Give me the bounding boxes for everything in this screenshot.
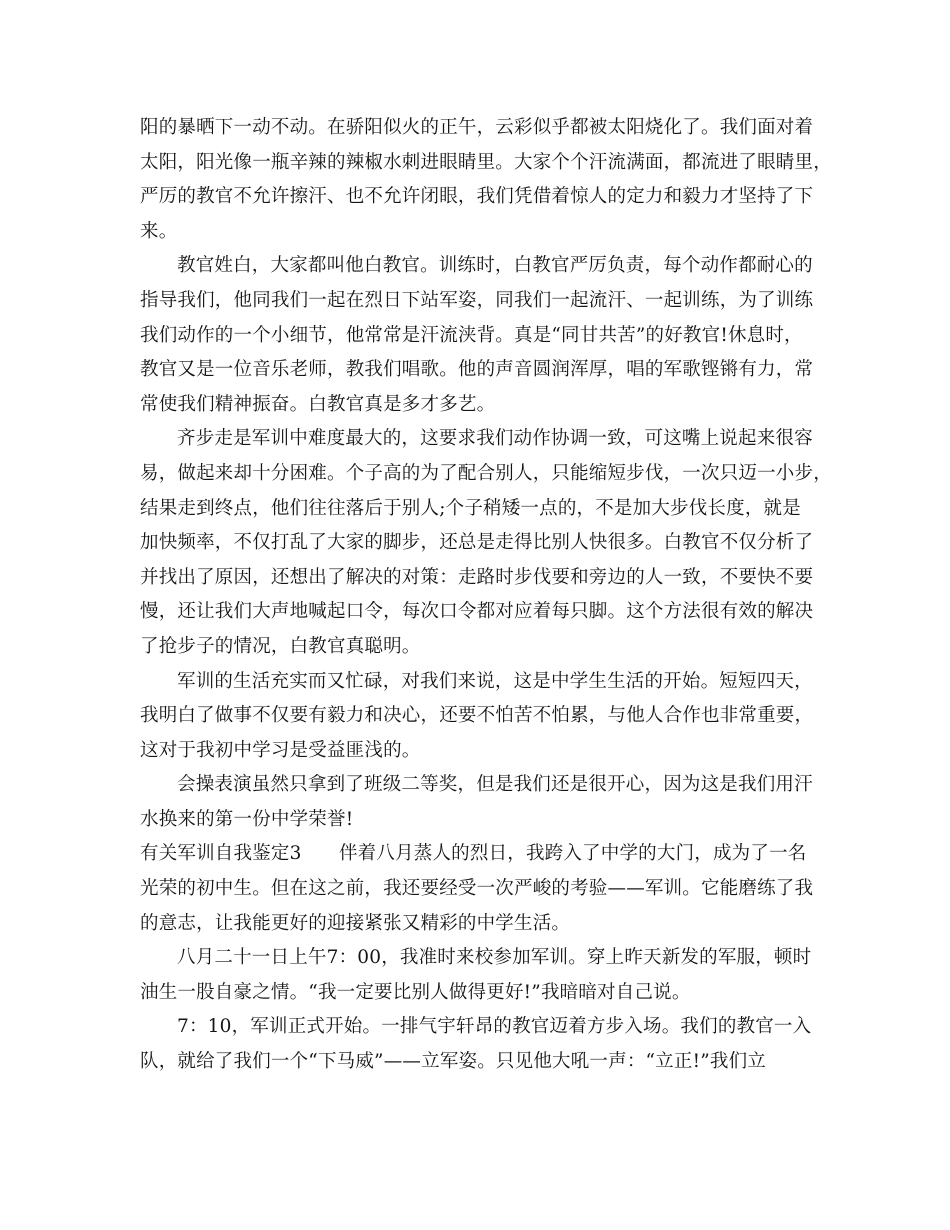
text-line: 八月二十一日上午7：00，我准时来校参加军训。穿上昨天新发的军服，顿时 (177, 947, 812, 969)
text-line: 加快频率，不仅打乱了大家的脚步，还总是走得比别人快很多。白教官不仅分析了 (140, 532, 814, 554)
text-line: 指导我们，他同我们一起在烈日下站军姿，同我们一起流汗、一起训练，为了训练 (140, 289, 814, 311)
text-line: 军训的生活充实而又忙碌，对我们来说，这是中学生生活的开始。短短四天， (177, 670, 813, 692)
text-line: 水换来的第一份中学荣誉! (140, 808, 354, 830)
text-line: 有关军训自我鉴定3 伴着八月蒸人的烈日，我跨入了中学的大门，成为了一名 (140, 843, 807, 865)
text-line: 教官姓白，大家都叫他白教官。训练时，白教官严厉负责，每个动作都耐心的 (177, 255, 813, 277)
text-line: 的意志，让我能更好的迎接紧张又精彩的中学生活。 (140, 912, 571, 934)
text-line: 结果走到终点，他们往往落后于别人;个子稍矮一点的，不是加大步伐长度，就是 (140, 497, 801, 519)
document-body-text (140, 111, 832, 1080)
text-line: 7：10，军训正式开始。一排气宇轩昂的教官迈着方步入场。我们的教官一入 (177, 1016, 812, 1038)
text-line: 会操表演虽然只拿到了班级二等奖，但是我们还是很开心，因为这是我们用汗 (177, 774, 813, 796)
text-line: 我明白了做事不仅要有毅力和决心，还要不怕苦不怕累，与他人合作也非常重要， (140, 705, 814, 727)
text-line: 阳的暴晒下一动不动。在骄阳似火的正午，云彩似乎都被太阳烧化了。我们面对着 (140, 117, 814, 138)
text-line: 油生一股自豪之情。“我一定要比别人做得更好!”我暗暗对自己说。 (140, 981, 691, 1003)
text-line: 常使我们精神振奋。白教官真是多才多艺。 (140, 393, 496, 415)
text-line: 这对于我初中学习是受益匪浅的。 (140, 739, 421, 761)
text-line: 我们动作的一个小细节，他常常是汗流浃背。真是“同甘共苦”的好教官!休息时， (140, 324, 803, 346)
text-line: 慢，还让我们大声地喊起口令，每次口令都对应着每只脚。这个方法很有效的解决 (140, 601, 814, 623)
text-line: 队，就给了我们一个“下马威”——立军姿。只见他大吼一声：“立正!”我们立 (140, 1051, 766, 1073)
text-line: 教官又是一位音乐老师，教我们唱歌。他的声音圆润浑厚，唱的军歌铿锵有力，常 (140, 359, 814, 381)
text-line: 来。 (140, 220, 178, 242)
text-line: 齐步走是军训中难度最大的，这要求我们动作协调一致，可这嘴上说起来很容 (177, 428, 813, 450)
text-line: 易，做起来却十分困难。个子高的为了配合别人，只能缩短步伐，一次只迈一小步， (140, 462, 832, 484)
text-line: 并找出了原因，还想出了解决的对策：走路时步伐要和旁边的人一致，不要快不要 (140, 566, 814, 588)
text-line: 太阳，阳光像一瓶辛辣的辣椒水刺进眼睛里。大家个个汗流满面，都流进了眼睛里， (140, 151, 832, 173)
text-line: 光荣的初中生。但在这之前，我还要经受一次严峻的考验——军训。它能磨练了我 (140, 878, 814, 900)
text-line: 严厉的教官不允许擦汗、也不允许闭眼，我们凭借着惊人的定力和毅力才坚持了下 (140, 186, 814, 208)
text-line: 了抢步子的情况，白教官真聪明。 (140, 635, 421, 657)
